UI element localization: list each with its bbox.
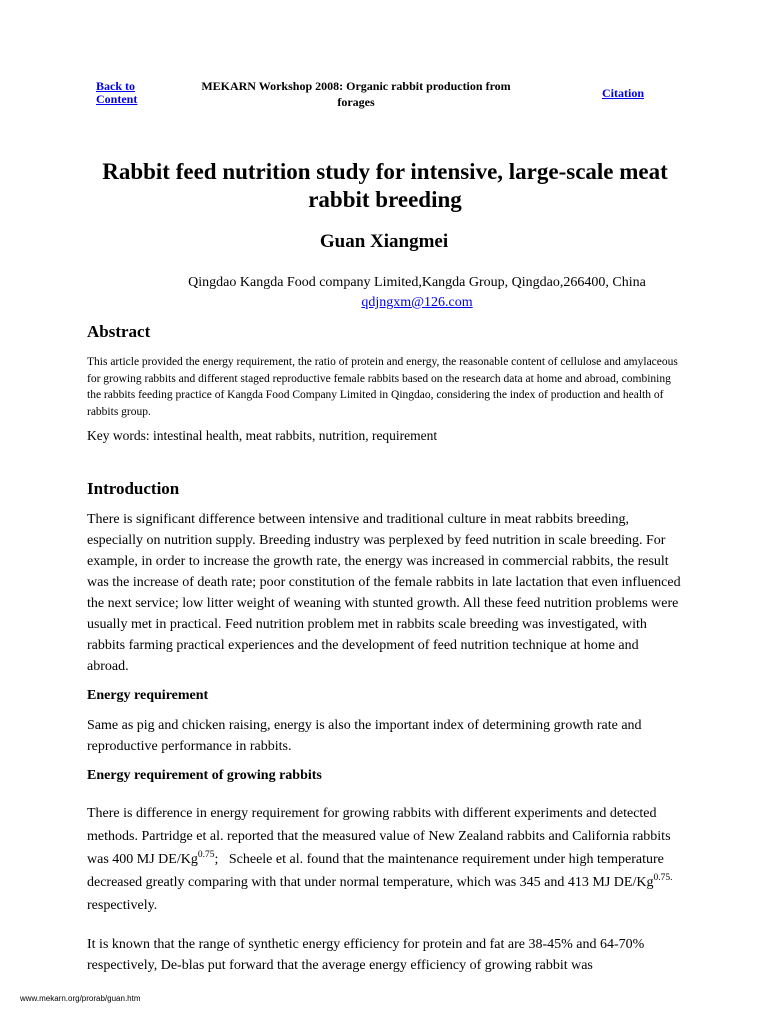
- abstract-heading: Abstract: [87, 322, 151, 341]
- energy-requirement-text: Same as pig and chicken raising, energy is also the important index of determining growth rate and reproductive performance in rabbits.: [87, 718, 642, 754]
- introduction-text: There is significant difference between intensive and traditional culture in meat rabbits breeding, especially on nutrition supply. Breeding industry was perplexed by feed nutrition in scale breeding. For example, in order to increase the growth rate, the energy was increased in commercial rabbits, the result was the increase of death rate; poor constitution of the female rabbits in late lactation that even influenced the next service; low litter weight of weaning with stunted growth. All these feed nutrition problems were usually met in practical. Feed nutrition problem met in rabbits scale breeding was investigated, with rabbits farming practical experiences and the development of feed nutrition technique at home and abroad.: [87, 512, 681, 674]
- exponent-2: 0.75.: [653, 873, 673, 883]
- author-name: Guan Xiangmei: [319, 231, 449, 252]
- growing-rabbits-heading: Energy requirement of growing rabbits: [87, 768, 322, 783]
- back-link-line2: Content: [96, 92, 138, 106]
- workshop-title-line1: MEKARN Workshop 2008: Organic rabbit production from: [201, 79, 511, 93]
- abstract-text: This article provided the energy requirement, the ratio of protein and energy, the reasonable content of cellulose and amylaceous for growing rabbits and different staged reproductive female rabbits based on the research data at home and abroad, combining the rabbits feeding practice of Kangda Food Company Limited in Qingdao, considering the index of production and health of rabbits group.: [87, 356, 678, 418]
- exponent-1: 0.75: [197, 850, 215, 860]
- growing-p1-text-b: ; Scheele et al. found that the maintenance requirement under high temperature decreased greatly comparing with that under normal temperature, which was 345 and 413 MJ DE/Kg: [87, 852, 664, 890]
- growing-rabbits-paragraph-1: [87, 802, 682, 917]
- article-body: [87, 322, 682, 976]
- top-navigation: [0, 78, 768, 114]
- back-link-line1: Back to: [96, 79, 135, 93]
- author-email-link[interactable]: qdjngxm@126.com: [361, 295, 473, 310]
- workshop-title: [186, 78, 526, 110]
- keywords: Key words: intestinal health, meat rabbits, nutrition, requirement: [87, 428, 438, 443]
- affiliation-block: [157, 273, 677, 313]
- paper-title: [60, 158, 710, 214]
- introduction-heading: Introduction: [87, 479, 180, 498]
- citation-link[interactable]: Citation: [602, 86, 644, 100]
- back-to-content-link[interactable]: [96, 80, 156, 106]
- affiliation: Qingdao Kangda Food company Limited,Kangda Group, Qingdao,266400, China: [188, 275, 646, 290]
- energy-requirement-heading: Energy requirement: [87, 688, 209, 703]
- growing-p1-text-c: respectively.: [87, 898, 158, 913]
- workshop-title-line2: forages: [337, 95, 375, 109]
- paper-title-line1: Rabbit feed nutrition study for intensive, large-scale meat: [102, 159, 668, 184]
- footer-url: www.mekarn.org/prorab/guan.htm: [20, 994, 141, 1003]
- growing-rabbits-paragraph-2: It is known that the range of synthetic energy efficiency for protein and fat are 38-45% and 64-70% respectively, De-blas put forward that the average energy efficiency of growing rabbit was: [87, 937, 645, 973]
- growing-p1-text-a: There is difference in energy requirement for growing rabbits with different experiments and detected methods. Partridge et al. reported that the measured value of New Zealand rabbits and California rabbits was 400 MJ DE/Kg: [87, 806, 671, 867]
- paper-title-line2: rabbit breeding: [308, 187, 462, 212]
